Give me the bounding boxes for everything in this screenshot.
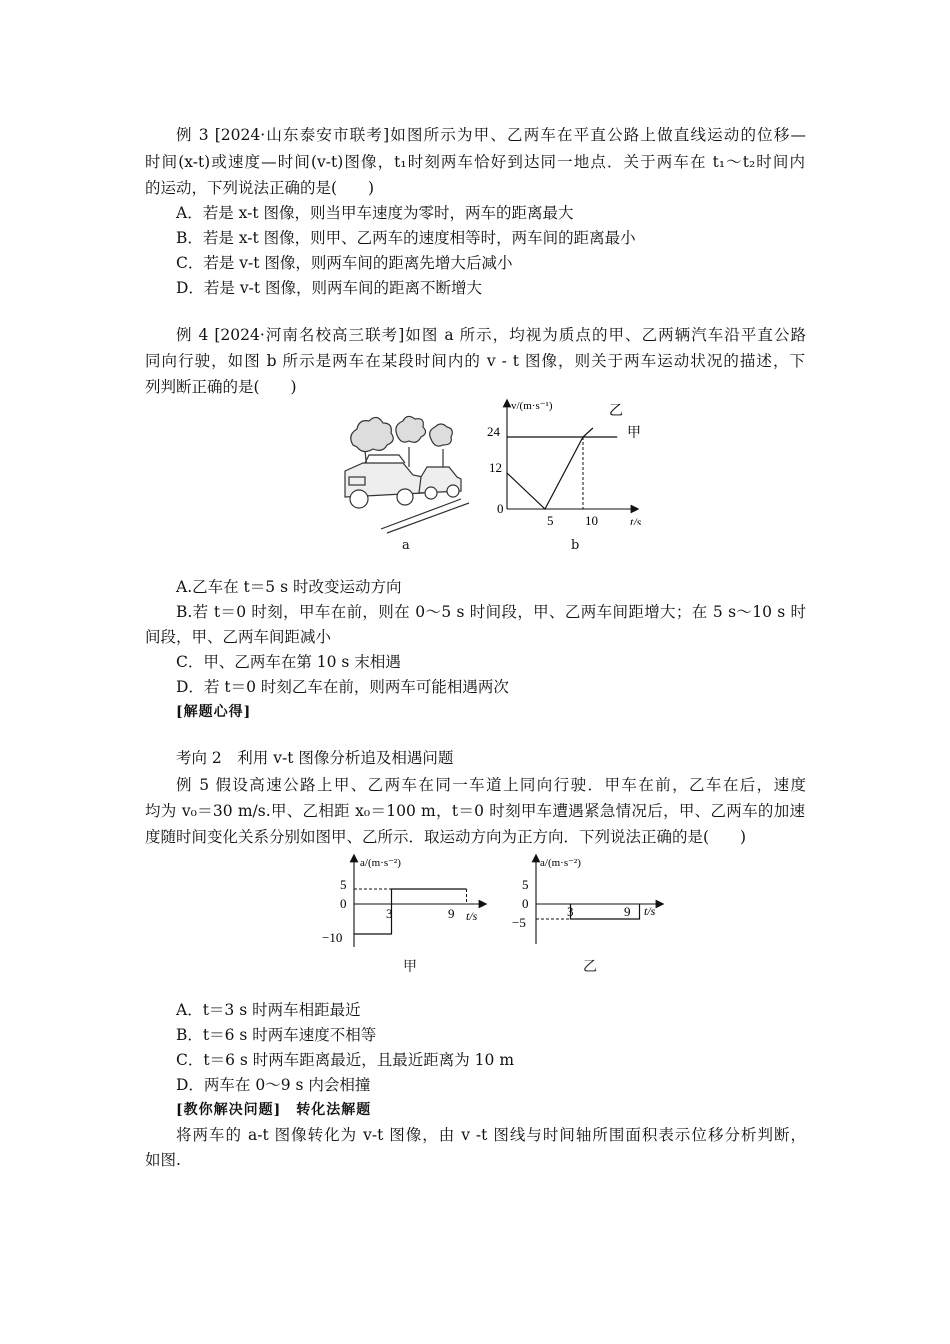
at-jia-ytick-0: 0 <box>340 896 347 911</box>
at-yi-xtick-9: 9 <box>624 904 631 919</box>
at-yi-caption: 乙 <box>583 959 597 975</box>
ex5-solution-line1: 将两车的 a-t 图像转化为 v-t 图像，由 v -t 图线与时间轴所围面积表示位移分析判断， <box>176 1126 806 1144</box>
vt-graph <box>485 395 660 525</box>
ex5-option-b: B．t＝6 s 时两车速度不相等 <box>176 1026 377 1044</box>
vt-y-label: v/(m·s⁻¹) <box>511 400 553 412</box>
ex3-stem-line3: 的运动，下列说法正确的是( ) <box>145 179 375 197</box>
at-yi-y-label: a/(m·s⁻²) <box>540 857 581 869</box>
ex3-option-b: B．若是 x-t 图像，则甲、乙两车的速度相等时，两车间的距离最小 <box>176 229 636 247</box>
vt-label-jia: 甲 <box>627 426 641 441</box>
vt-x-label: t/s <box>630 515 642 525</box>
ex4-stem-line3: 列判断正确的是( ) <box>145 378 297 396</box>
at-jia-xtick-9: 9 <box>448 906 455 921</box>
car-illustration <box>335 405 470 535</box>
ex5-heading-method: [教你解决问题] 转化法解题 <box>176 1102 372 1118</box>
ex5-solution-line2: 如图. <box>145 1151 181 1169</box>
ex4-stem-line2: 同向行驶，如图 b 所示是两车在某段时间内的 v - t 图像，则关于两车运动状况的描述，下 <box>145 352 805 370</box>
at-jia-y-label: a/(m·s⁻²) <box>360 857 401 869</box>
ex4-option-b-line1: B.若 t＝0 时刻，甲车在前，则在 0～5 s 时间段，甲、乙两车间距增大；在 5 s～10 s 时 <box>176 603 806 621</box>
at-jia-x-label: t/s <box>466 909 478 923</box>
vt-ytick-12: 12 <box>489 460 502 475</box>
vt-ytick-0: 0 <box>497 501 504 516</box>
vt-series-yi <box>507 428 593 509</box>
ex4-stem-line1: 例 4 [2024·河南名校高三联考]如图 a 所示，均视为质点的甲、乙两辆汽车沿平直公路 <box>176 326 806 344</box>
ex3-stem-line2: 时间(x-t)或速度—时间(v-t)图像，t₁时刻两车恰好到达同一地点．关于两车在 t₁～t₂时间内 <box>145 153 805 171</box>
at-jia-ytick-5: 5 <box>340 877 347 892</box>
vt-ytick-24: 24 <box>487 424 500 439</box>
ex3-option-d: D．若是 v-t 图像，则两车间的距离不断增大 <box>176 279 483 297</box>
at-jia-ytick-neg10: −10 <box>322 930 343 945</box>
ex4-option-d: D．若 t＝0 时刻乙车在前，则两车可能相遇两次 <box>176 678 509 696</box>
at-graph-yi <box>508 852 678 952</box>
vt-xtick-5: 5 <box>547 513 554 525</box>
ex5-stem-line3: 度随时间变化关系分别如图甲、乙所示．取运动方向为正方向．下列说法正确的是( ) <box>145 828 747 846</box>
at-yi-ytick-neg5: −5 <box>512 915 526 930</box>
ex3-option-c: C．若是 v-t 图像，则两车间的距离先增大后减小 <box>176 254 513 272</box>
ex4-heading-notes: [解题心得] <box>176 704 252 720</box>
ex5-stem-line1: 例 5 假设高速公路上甲、乙两车在同一车道上同向行驶．甲车在前，乙车在后，速度 <box>176 776 806 794</box>
ex5-option-d: D．两车在 0～9 s 内会相撞 <box>176 1076 371 1094</box>
ex5-option-c: C．t＝6 s 时两车距离最近，且最近距离为 10 m <box>176 1051 515 1069</box>
figure-b-caption: b <box>571 538 580 553</box>
ex4-option-a: A.乙车在 t＝5 s 时改变运动方向 <box>176 578 402 596</box>
vt-label-yi: 乙 <box>609 404 623 419</box>
ex3-stem-line1: 例 3 [2024·山东泰安市联考]如图所示为甲、乙两车在平直公路上做直线运动的位移— <box>176 126 806 144</box>
ex5-stem-line2: 均为 v₀＝30 m/s.甲、乙相距 x₀＝100 m，t＝0 时刻甲车遭遇紧急情况后，甲、乙两车的加速 <box>145 802 805 820</box>
at-jia-caption: 甲 <box>403 959 417 975</box>
at-yi-xtick-3: 3 <box>567 904 574 919</box>
ex3-option-a: A．若是 x-t 图像，则当甲车速度为零时，两车的距离最大 <box>176 204 574 222</box>
at-jia-xtick-3: 3 <box>386 906 393 921</box>
ex4-option-b-line2: 间段，甲、乙两车间距减小 <box>145 628 332 646</box>
at-yi-x-label: t/s <box>644 904 656 918</box>
at-yi-ytick-5: 5 <box>522 877 529 892</box>
topic2-title: 考向 2 利用 v-t 图像分析追及相遇问题 <box>176 749 454 767</box>
at-graph-jia <box>318 852 488 952</box>
at-yi-ytick-0: 0 <box>522 896 529 911</box>
vt-xtick-10: 10 <box>585 513 598 525</box>
ex5-option-a: A．t＝3 s 时两车相距最近 <box>176 1001 361 1019</box>
ex4-option-c: C．甲、乙两车在第 10 s 末相遇 <box>176 653 401 671</box>
figure-a-caption: a <box>402 538 410 553</box>
